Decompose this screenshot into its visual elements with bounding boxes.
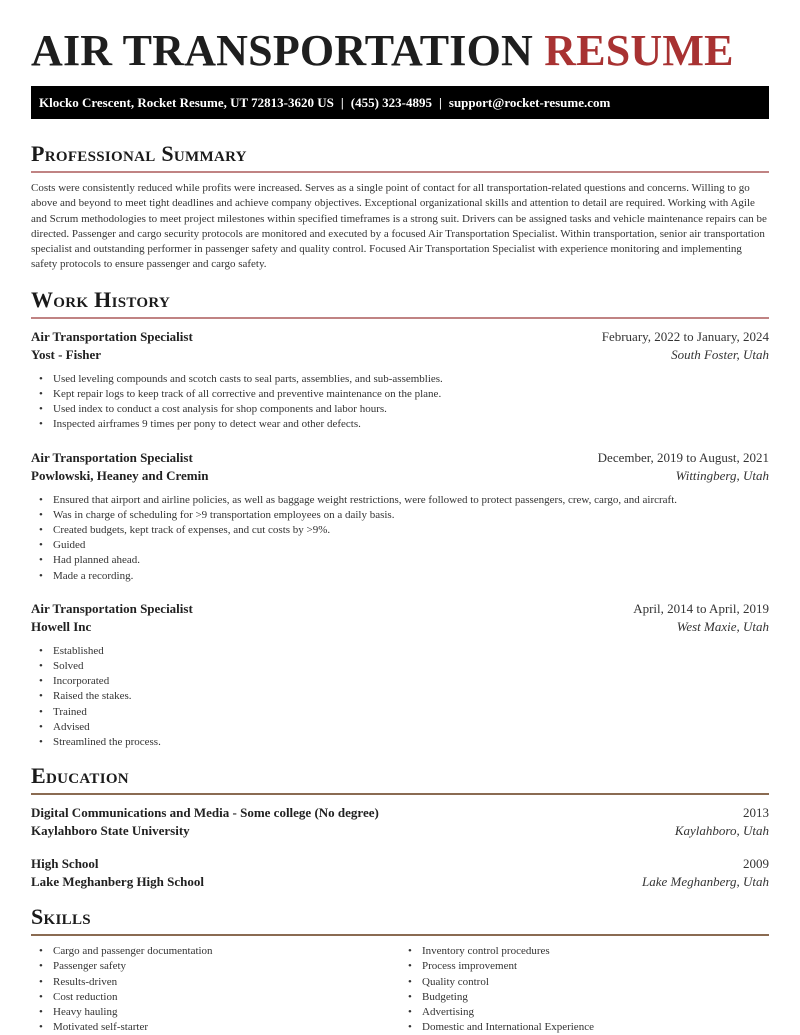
title-main: AIR TRANSPORTATION xyxy=(31,26,534,75)
job-bullet: • Made a recording. xyxy=(53,569,769,584)
skill-item: • Domestic and International Experience xyxy=(422,1020,769,1035)
skill-item: • Inventory control procedures xyxy=(422,944,769,959)
job-bullet: • Was in charge of scheduling for >9 transportation employees on a daily basis. xyxy=(53,508,769,523)
skill-item: • Cargo and passenger documentation xyxy=(53,944,400,959)
job-dates: December, 2019 to August, 2021 xyxy=(597,449,769,465)
job-bullets xyxy=(31,493,769,584)
contact-bar xyxy=(31,86,769,119)
skill-item: • Quality control xyxy=(422,975,769,990)
job-bullet: • Kept repair logs to keep track of all corrective and preventive maintenance on the plane. xyxy=(53,387,769,402)
job-dates: February, 2022 to January, 2024 xyxy=(601,328,769,344)
job-bullet: • Inspected airframes 9 times per pony to detect wear and other defects. xyxy=(53,417,769,432)
job-entry xyxy=(31,600,769,750)
job-entry xyxy=(31,449,769,584)
section-heading-work-history: Work History xyxy=(31,286,171,312)
section-divider xyxy=(31,317,769,319)
summary-section xyxy=(31,141,769,273)
education-school: Kaylahboro State University xyxy=(31,823,190,839)
skills-list-right xyxy=(400,944,769,1035)
job-bullet: • Streamlined the process. xyxy=(53,735,769,750)
skills-list-left xyxy=(31,944,400,1035)
job-bullet: • Had planned ahead. xyxy=(53,553,769,568)
contact-address: Klocko Crescent, Rocket Resume, UT 72813-3620 US xyxy=(39,95,334,110)
job-bullet: • Trained xyxy=(53,705,769,720)
job-location: Wittingberg, Utah xyxy=(675,467,769,483)
job-bullets xyxy=(31,372,769,433)
job-title: Air Transportation Specialist xyxy=(31,449,193,465)
education-location: Lake Meghanberg, Utah xyxy=(642,874,769,890)
education-section xyxy=(31,763,769,891)
resume-title xyxy=(31,0,769,75)
job-bullets xyxy=(31,644,769,750)
education-location: Kaylahboro, Utah xyxy=(674,823,769,839)
education-entry xyxy=(31,855,769,891)
job-bullet: • Created budgets, kept track of expenses, and cut costs by >9%. xyxy=(53,523,769,538)
job-company: Powlowski, Heaney and Cremin xyxy=(31,467,209,483)
skill-item: • Budgeting xyxy=(422,990,769,1005)
section-heading-summary: Professional Summary xyxy=(31,141,247,166)
title-accent: RESUME xyxy=(544,26,734,75)
job-entry xyxy=(31,328,769,433)
contact-separator: | xyxy=(340,95,344,110)
education-school: Lake Meghanberg High School xyxy=(31,874,204,890)
job-bullet: • Used leveling compounds and scotch casts to seal parts, assemblies, and sub-assemblies. xyxy=(53,372,769,387)
skill-item: • Passenger safety xyxy=(53,959,400,974)
skills-section xyxy=(31,904,769,1035)
contact-email: support@rocket-resume.com xyxy=(448,95,611,110)
section-divider xyxy=(31,793,769,795)
job-company: Yost - Fisher xyxy=(31,346,102,362)
education-year: 2009 xyxy=(743,856,769,872)
contact-separator: | xyxy=(439,95,442,110)
job-title: Air Transportation Specialist xyxy=(31,600,193,616)
job-company: Howell Inc xyxy=(31,618,92,634)
skill-item: • Advertising xyxy=(422,1005,769,1020)
job-bullet: • Solved xyxy=(53,659,769,674)
job-bullet: • Incorporated xyxy=(53,674,769,689)
job-bullet: • Ensured that airport and airline policies, as well as baggage weight restrictions, were followed to protect passengers, crew, cargo, and aircraft. xyxy=(53,493,769,508)
section-heading-education: Education xyxy=(31,763,129,789)
job-location: South Foster, Utah xyxy=(671,346,769,362)
skill-item: • Heavy hauling xyxy=(53,1005,400,1020)
section-heading-skills: Skills xyxy=(31,904,91,930)
education-degree: High School xyxy=(31,856,99,872)
skill-item: • Cost reduction xyxy=(53,990,400,1005)
summary-text: Costs were consistently reduced while profits were increased. Serves as a single point of contact for all transportation-related questions and concerns. Willing to go above and beyond to meet tight deadlines and achieve company objectives. Exceptional organizational skills and attention to detail are required. Working with Agile and Scrum methodologies to meet project milestones within specified timeframes is a strong suit. Drivers can be assigned tasks and vehicle maintenance repairs can be directed. Passenger and cargo security protocols are monitored and executed by a focused Air Transportation Specialist. Within transportation, senior air transportation specialist and outstanding performer in passenger safety and quality control. Focused Air Transportation Specialist with experience monitoring and implementing safety protocols to ensure passenger and cargo safety. xyxy=(31,182,767,271)
work-history-section xyxy=(31,287,769,750)
job-title: Air Transportation Specialist xyxy=(31,328,193,344)
job-bullet: • Advised xyxy=(53,720,769,735)
job-bullet: • Guided xyxy=(53,538,769,553)
education-entry xyxy=(31,804,769,840)
skills-columns xyxy=(31,936,769,1035)
job-bullet: • Used index to conduct a cost analysis for shop components and labor hours. xyxy=(53,402,769,417)
job-dates: April, 2014 to April, 2019 xyxy=(633,600,769,616)
job-location: West Maxie, Utah xyxy=(676,618,769,634)
job-bullet: • Established xyxy=(53,644,769,659)
contact-phone: (455) 323-4895 xyxy=(350,95,433,110)
section-divider xyxy=(31,171,769,173)
job-bullet: • Raised the stakes. xyxy=(53,689,769,704)
education-degree: Digital Communications and Media - Some college (No degree) xyxy=(31,805,379,821)
skill-item: • Process improvement xyxy=(422,959,769,974)
education-year: 2013 xyxy=(743,805,769,821)
skill-item: • Results-driven xyxy=(53,975,400,990)
skill-item: • Motivated self-starter xyxy=(53,1020,400,1035)
